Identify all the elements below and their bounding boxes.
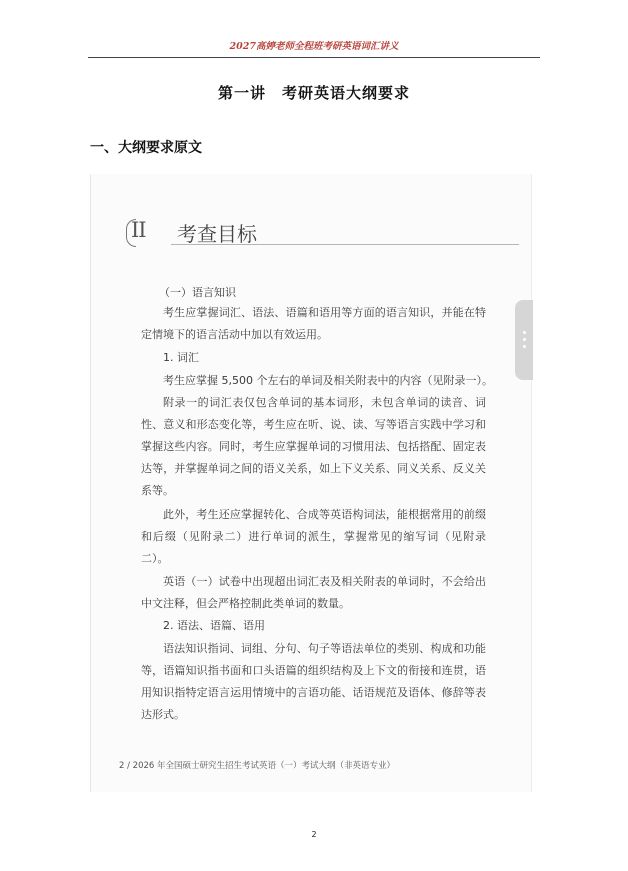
handle-dot-icon <box>523 331 526 334</box>
paragraph-grammar-knowledge: 语法知识指词、词组、分句、句子等语法单位的类别、构成和功能等，语篇知识指书面和口头语篇的组织结构及上下文的衔接和连贯，语用知识指特定语言运用情境中的言语功能、话语规范及语体、修辞等表达形式。 <box>141 642 486 721</box>
sub-heading-language-knowledge: （一）语言知识 <box>159 286 236 299</box>
section-numeral: II <box>131 218 146 242</box>
paragraph-word-formation: 此外，考生还应掌握转化、合成等英语构词法，能根据常用的前缀和后缀（见附录二）进行单词的派生，掌握常见的缩写词（见附录二）。 <box>141 508 486 565</box>
paragraph-language-knowledge: 考生应掌握词汇、语法、语篇和语用等方面的语言知识，并能在特定情境下的语言活动中加以有效运用。 <box>141 306 486 341</box>
page-number: 2 <box>311 830 317 839</box>
paragraph-vocabulary-appendix: 附录一的词汇表仅包含单词的基本词形，未包含单词的读音、词性、意义和形态变化等，考生应在听、说、读、写等语言实践中学习和掌握这些内容。同时，考生应掌握单词的习惯用法、包括搭配、固定表达等，并掌握单词之间的语义关系，如上下义关系、同义关系、反义关系等。 <box>141 396 486 497</box>
paragraph-vocabulary-count: 考生应掌握 5,500 个左右的单词及相关附表中的内容（见附录一）。 <box>163 374 493 387</box>
handle-dot-icon <box>523 345 526 348</box>
paragraph-out-of-list-words: 英语（一）试卷中出现超出词汇表及相关附表的单词时，不会给出中文注释，但会严格控制此类单词的数量。 <box>141 575 486 610</box>
item-grammar-discourse-pragmatics: 2. 语法、语篇、语用 <box>163 619 265 632</box>
scan-page-footer: 2 / 2026 年全国硕士研究生招生考试英语（一）考试大纲（非英语专业） <box>119 761 396 771</box>
title-rule <box>171 244 519 245</box>
lecture-title: 第一讲 考研英语大纲要求 <box>217 84 410 102</box>
scanned-syllabus-page <box>90 174 532 792</box>
section-heading: 一、大纲要求原文 <box>90 140 202 156</box>
running-header: 2027高婷老师全程班考研英语词汇讲义 <box>88 40 540 58</box>
item-vocabulary: 1. 词汇 <box>163 351 199 364</box>
side-drag-handle[interactable] <box>515 300 533 380</box>
handle-dot-icon <box>523 338 526 341</box>
target-title: 考查目标 <box>177 222 257 246</box>
